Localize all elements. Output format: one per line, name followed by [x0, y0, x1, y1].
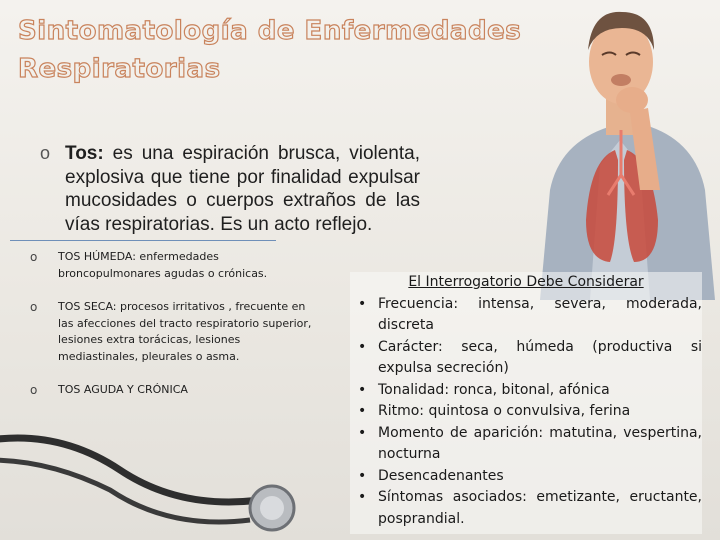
list-item: • Síntomas asociados: emetizante, eructante, posprandial.: [358, 489, 702, 527]
main-bullet-body: es una espiración brusca, violenta, explosiva que tiene por finalidad expulsar mucosidades o cuerpos extraños de las vías respiratorias. Es un acto reflejo.: [65, 143, 420, 235]
stethoscope-icon: [0, 420, 300, 540]
hollow-circle-bullet-icon: o: [30, 383, 38, 397]
main-bullet: [40, 142, 420, 236]
sub-bullet-text: TOS HÚMEDA: enfermedades broncopulmonares agudas o crónicas.: [58, 250, 268, 280]
list-item: • Momento de aparición: matutina, vespertina, nocturna: [358, 424, 702, 462]
list-item: • Ritmo: quintosa o convulsiva, ferina: [358, 403, 631, 419]
hollow-circle-bullet-icon: o: [30, 250, 38, 264]
sub-bullet-2: [30, 299, 320, 365]
sub-bullet-1: [30, 249, 320, 282]
hollow-circle-bullet-icon: o: [30, 300, 38, 314]
list-item: • Carácter: seca, húmeda (productiva si expulsa secreción): [358, 338, 702, 376]
hollow-circle-bullet-icon: o: [40, 143, 51, 163]
panel-title: El Interrogatorio Debe Considerar: [408, 274, 644, 290]
page-title: Sintomatología de Enfermedades Respiratorias: [18, 16, 522, 84]
sub-bullet-3: [30, 382, 320, 399]
list-item: • Tonalidad: ronca, bitonal, afónica: [358, 381, 610, 398]
main-bullet-text: [65, 142, 420, 236]
list-item: • Frecuencia: intensa, severa, moderada, discreta: [358, 295, 702, 333]
divider: [10, 240, 276, 241]
sub-bullet-text: TOS AGUDA Y CRÓNICA: [58, 383, 188, 396]
coughing-man-illustration: [520, 0, 720, 300]
interrogation-panel: [350, 272, 702, 534]
main-bullet-term: Tos:: [65, 143, 104, 164]
sub-bullet-text: TOS SECA: procesos irritativos , frecuente en las afecciones del tracto respiratorio superior, lesiones extra torácicas, lesiones mediastinales, pleurales o asma.: [58, 300, 312, 363]
list-item: • Desencadenantes: [358, 467, 504, 484]
panel-list: [350, 294, 702, 531]
